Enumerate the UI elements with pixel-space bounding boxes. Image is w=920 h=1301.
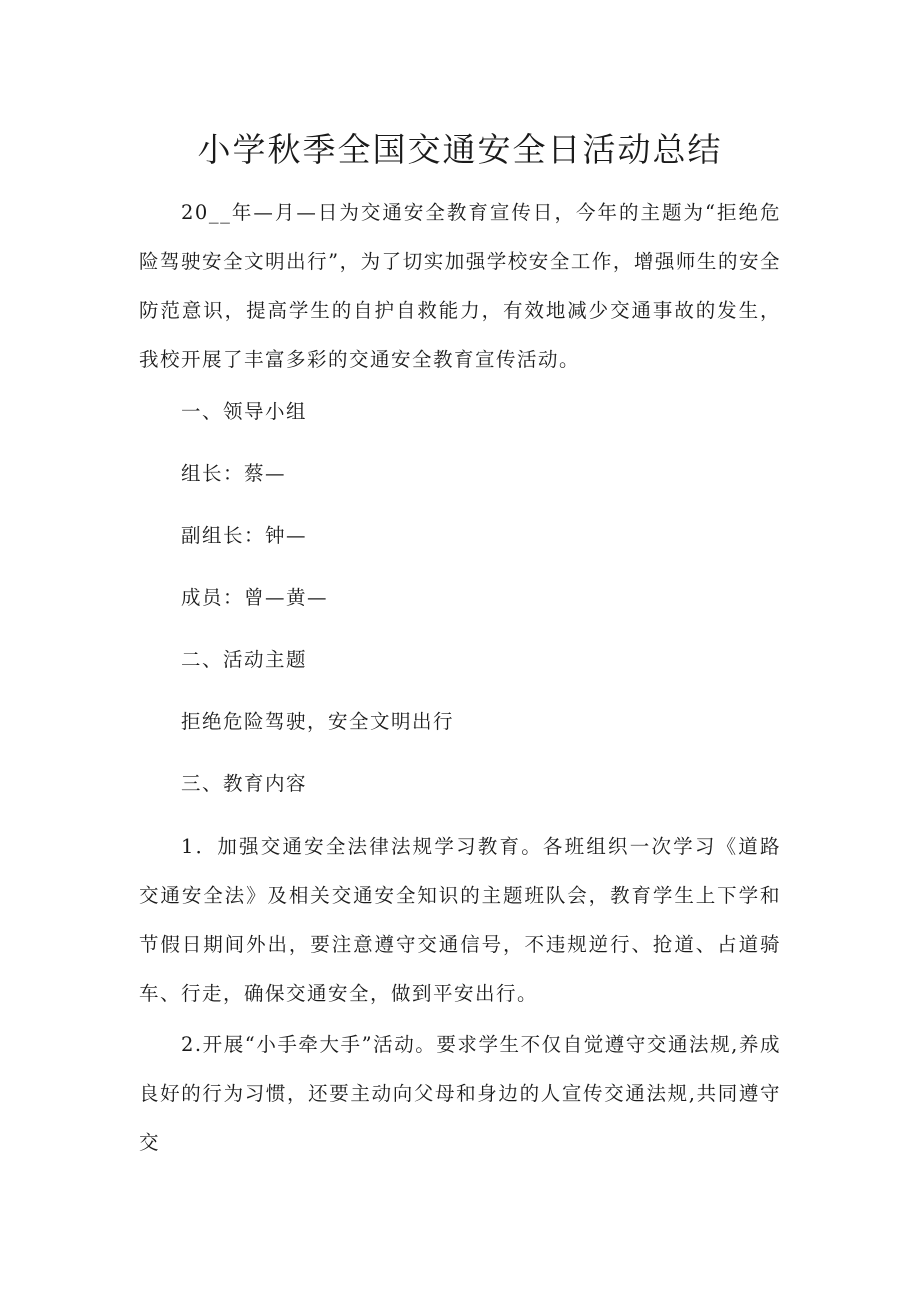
content-item-2: 2.开展“小手牵大手”活动。要求学生不仅自觉遵守交通法规,养成良好的行为习惯，还要主动向父母和身边的人宣传交通法规,共同遵守交	[139, 1033, 781, 1154]
section-heading-theme: 二、活动主题	[181, 648, 308, 671]
leader-line: 组长：蔡—	[181, 462, 287, 485]
document-title: 小学秋季全国交通安全日活动总结	[197, 130, 723, 169]
intro-paragraph: 20__年—月—日为交通安全教育宣传日，今年的主题为“拒绝危险驾驶安全文明出行”，为了切实加强学校安全工作，增强师生的安全防范意识，提高学生的自护自救能力，有效地减少交通事故的发生，我校开展了丰富多彩的交通安全教育宣传活动。	[139, 201, 781, 371]
vice-leader-line: 副组长：钟—	[181, 524, 308, 547]
section-heading-content: 三、教育内容	[181, 772, 308, 795]
members-line: 成员：曾—黄—	[181, 586, 329, 609]
theme-line: 拒绝危险驾驶，安全文明出行	[181, 710, 455, 733]
section-heading-leadership: 一、领导小组	[181, 400, 308, 423]
content-item-1: 1．加强交通安全法律法规学习教育。各班组织一次学习《道路交通安全法》及相关交通安全知识的主题班队会，教育学生上下学和节假日期间外出，要注意遵守交通信号，不违规逆行、抢道、占道骑车、行走，确保交通安全，做到平安出行。	[139, 835, 781, 1005]
